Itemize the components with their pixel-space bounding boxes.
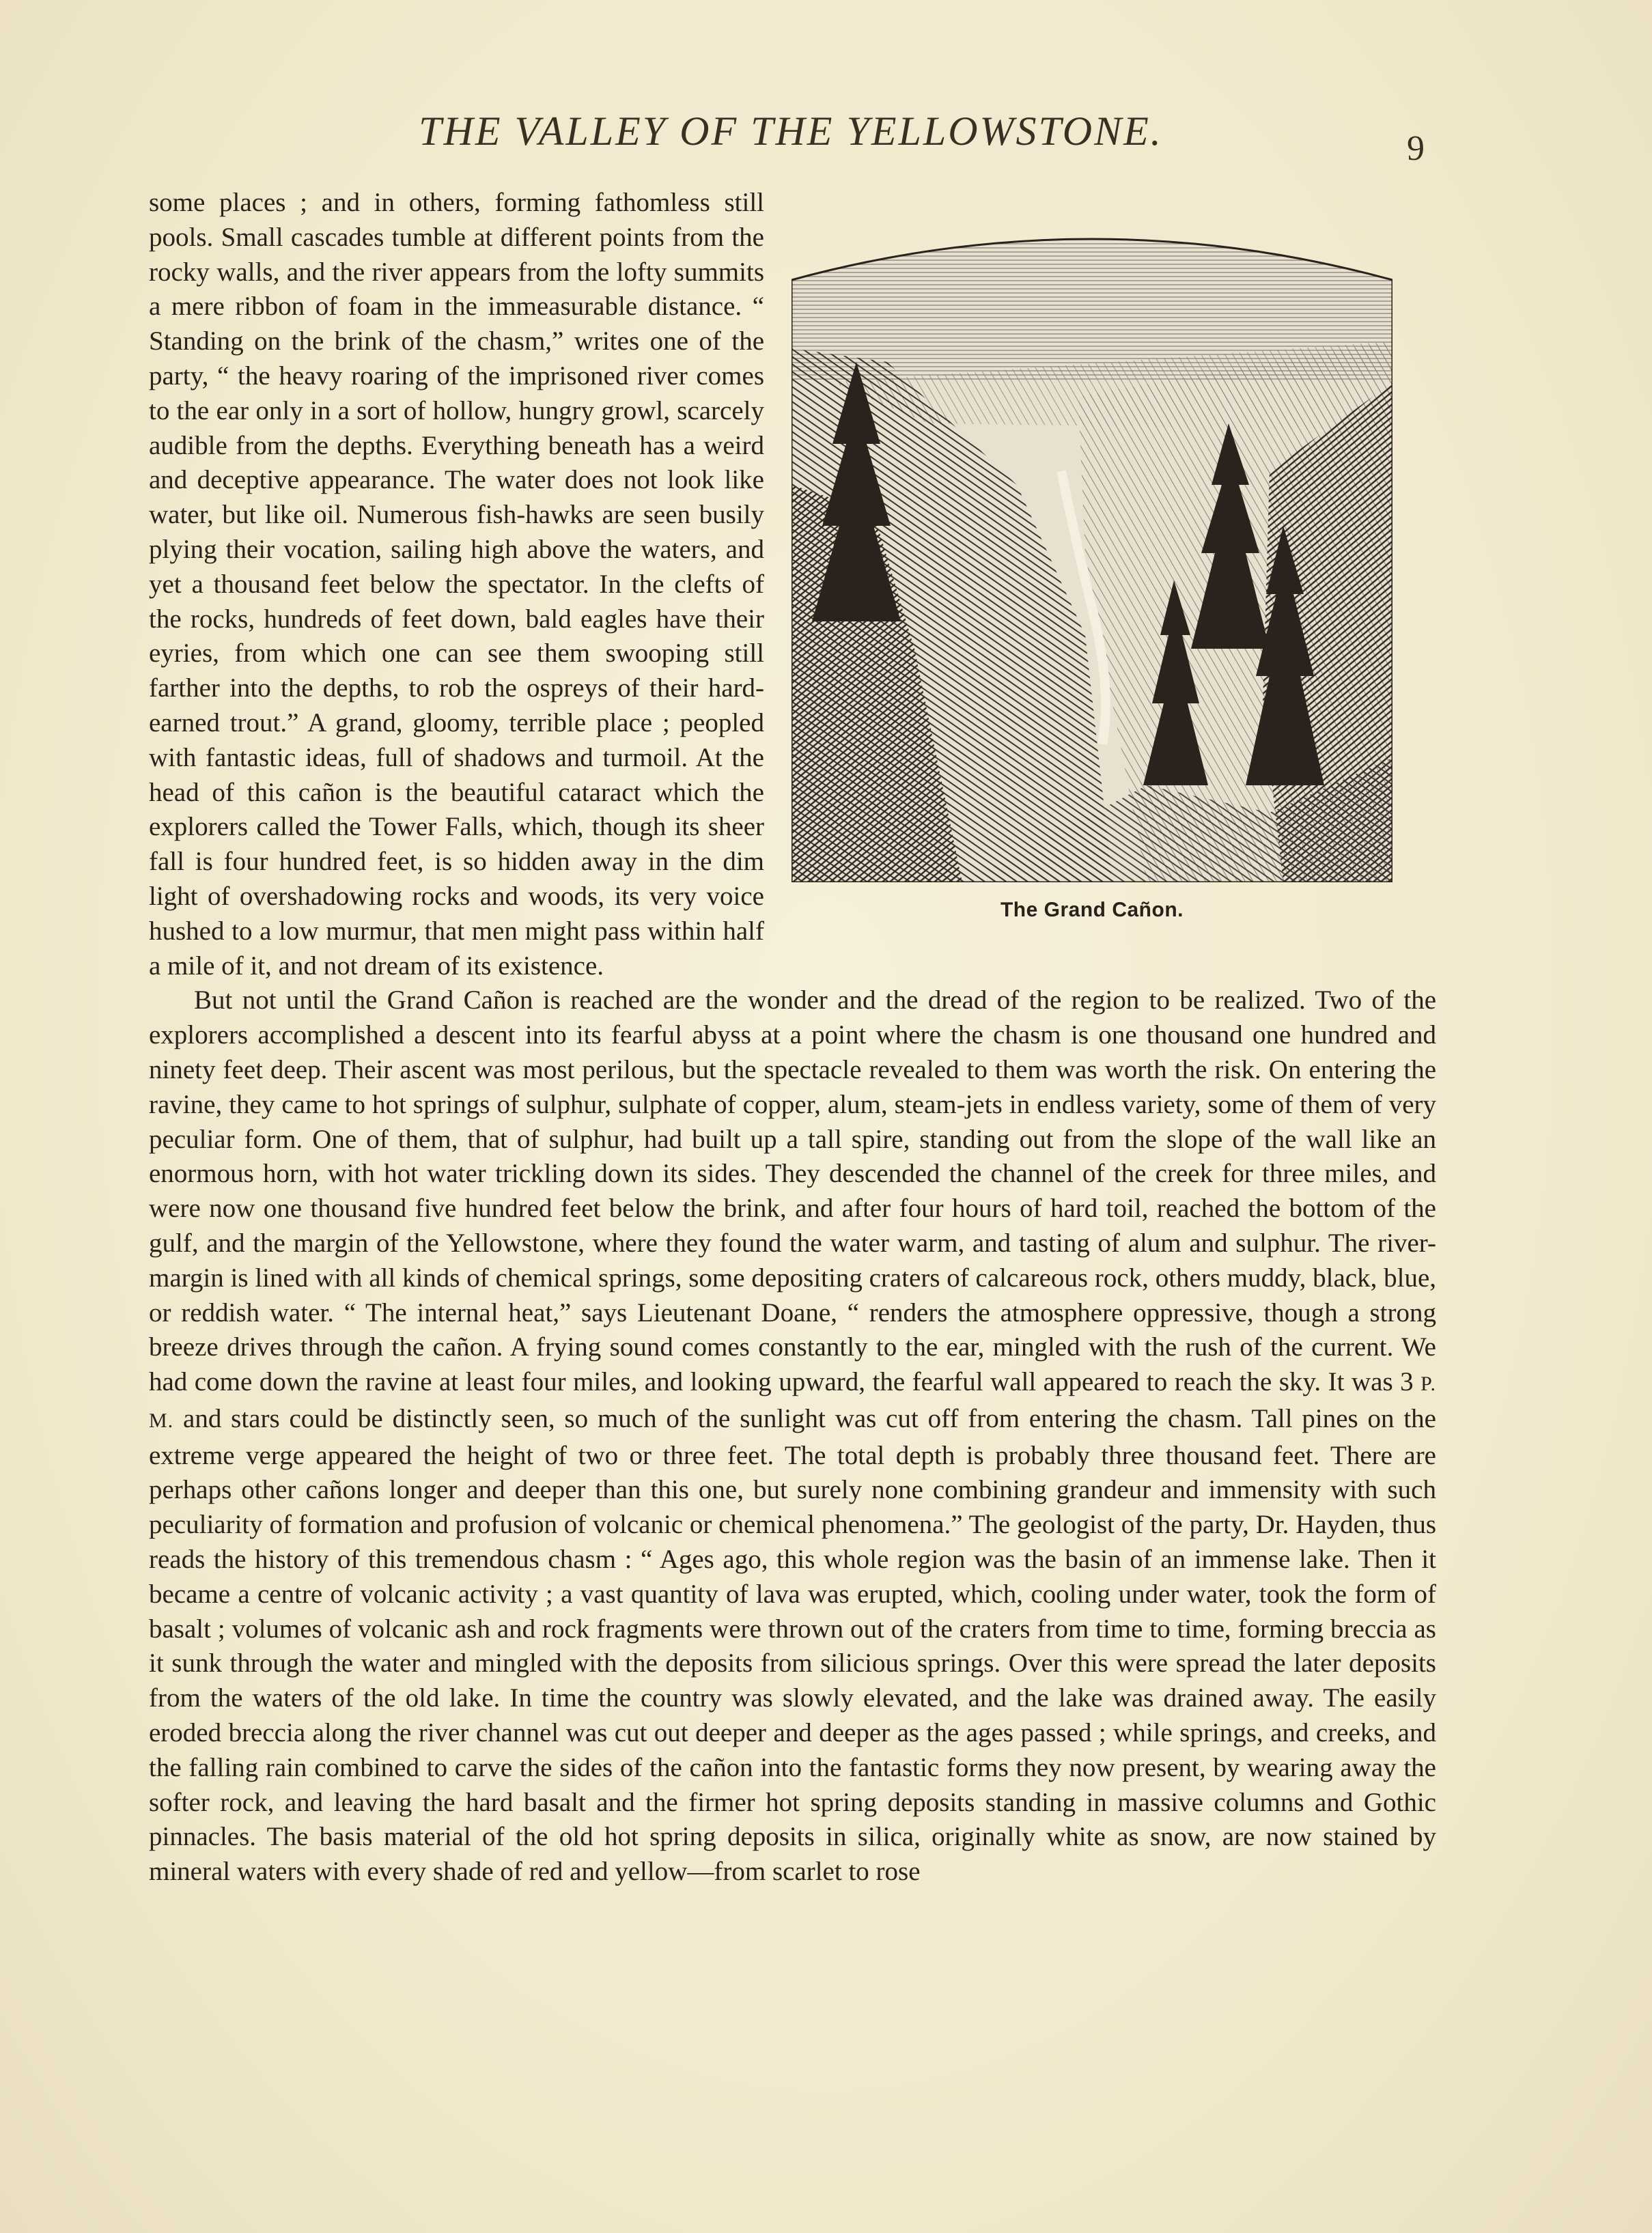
- page-number: 9: [1407, 129, 1425, 168]
- paragraph-2-part-2: and stars could be distinctly seen, so much of the sunlight was cut off from entering the chasm. Tall pines on the extreme verge appeared the height of two or three feet. The total depth is probably three thousand feet. There are perhaps other cañons longer and deeper than this one, but surely none combining grandeur and immensity with such peculiarity of formation and profusion of volcanic or chemical phenomena.” The geologist of the party, Dr. Hayden, thus reads the history of this tremendous chasm : “ Ages ago, this whole region was the basin of an immense lake. Then it became a centre of volcanic activity ; a vast quantity of lava was erupted, which, cooling under water, took the form of basalt ; volumes of volcanic ash and rock fragments were thrown out of the craters from time to time, forming breccia as it sunk through the water and mingled with the deposits from silicious springs. Over this were spread the later deposits from the waters of the old lake. In time the country was slowly elevated, and the lake was drained away. The easily eroded breccia along the river channel was cut out deeper and deeper as the ages passed ; while springs, and creeks, and the falling rain combined to carve the sides of the cañon into the fantastic forms they now present, by wearing away the softer rock, and leaving the hard basalt and the firmer hot spring deposits standing in massive columns and Gothic pinnacles. The basis material of the old hot spring deposits in silica, originally white as snow, are now stained by mineral waters with every shade of red and yellow—from scarlet to rose: [149, 1403, 1436, 1887]
- grand-canon-engraving: [792, 225, 1392, 882]
- running-title: THE VALLEY OF THE YELLOWSTONE.: [419, 109, 1163, 154]
- paragraph-2: [149, 983, 1436, 1890]
- figure-caption: The Grand Cañon.: [1000, 899, 1184, 921]
- time-abbreviation: P. M.: [149, 1373, 1437, 1432]
- figure-grand-canon: [792, 186, 1436, 944]
- paragraph-1: some places ; and in others, forming fathomless still pools. Small cascades tumble at different points from the rocky walls, and the river appears from the lofty summits a mere ribbon of foam in the immeasurable distance. “ Standing on the brink of the chasm,” writes one of the party, “ the heavy roaring of the imprisoned river comes to the ear only in a sort of hollow, hungry growl, scarcely audible from the depths. Everything beneath has a weird and deceptive appearance. The water does not look like water, but like oil. Numerous fish-hawks are seen busily plying their vocation, sailing high above the waters, and yet a thousand feet below the spectator. In the clefts of the rocks, hundreds of feet down, bald eagles have their eyries, from which one can see them swooping still farther into the depths, to rob the ospreys of their hard-earned trout.” A grand, gloomy, terrible place ; peopled with fantastic ideas, full of shadows and turmoil. At the head of this cañon is the beautiful cataract which the explorers called the Tower Falls, which, though its sheer fall is four hundred feet, is so hidden away in the dim light of overshadowing rocks and woods, its very voice hushed to a low murmur, that men might pass within half a mile of it, and not dream of its existence.: [149, 188, 764, 981]
- text-block: [149, 186, 1436, 1890]
- paragraph-2-part-1: But not until the Grand Cañon is reached are the wonder and the dread of the region to be realized. Two of the explorers accomplished a descent into its fearful abyss at a point where the chasm is one thousand one hundred and ninety feet deep. Their ascent was most perilous, but the spectacle revealed to them was worth the risk. On entering the ravine, they came to hot springs of sulphur, sulphate of copper, alum, steam-jets in endless variety, some of them of very peculiar form. One of them, that of sulphur, had built up a tall spire, standing out from the slope of the wall like an enormous horn, with hot water trickling down its sides. They descended the channel of the creek for three miles, and were now one thousand five hundred feet below the brink, and after four hours of hard toil, reached the bottom of the gulf, and the margin of the Yellowstone, where they found the water warm, and tasting of alum and sulphur. The river-margin is lined with all kinds of chemical springs, some depositing craters of calcareous rock, others muddy, black, blue, or reddish water. “ The internal heat,” says Lieutenant Doane, “ renders the atmosphere oppressive, though a strong breeze drives through the cañon. A frying sound comes constantly to the ear, mingled with the rush of the current. We had come down the ravine at least four miles, and looking upward, the fearful wall appeared to reach the sky. It was 3: [149, 985, 1436, 1397]
